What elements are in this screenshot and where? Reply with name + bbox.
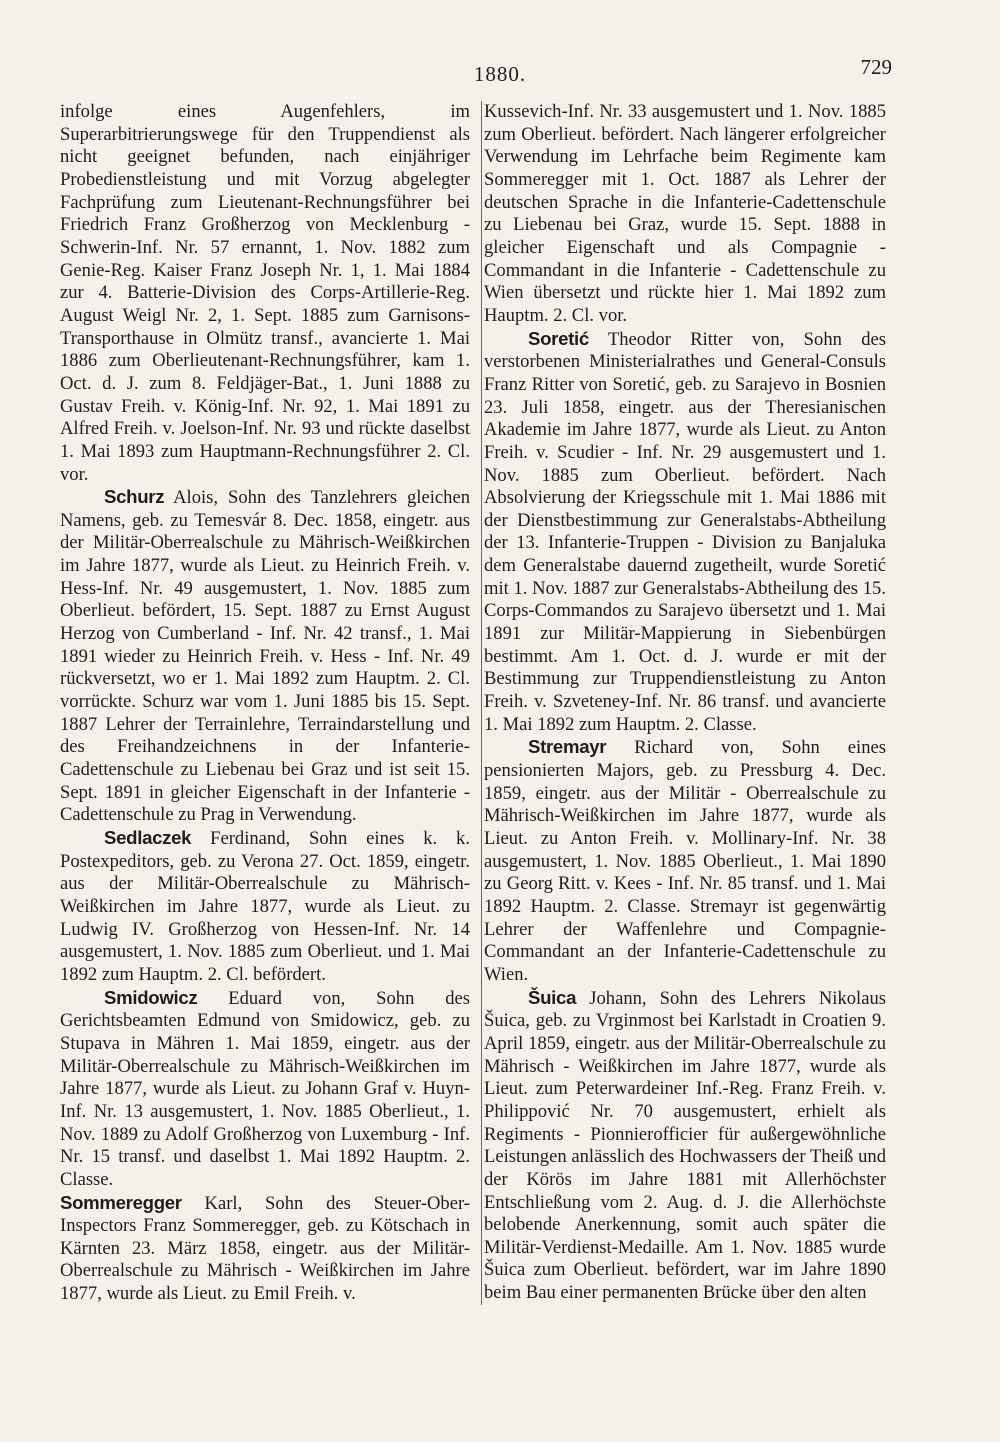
entry-text: Theodor Ritter von, Sohn des verstorbenen Ministerialrathes und General-Consuls Franz Ritter von Soretić, geb. zu Sarajevo in Bosnien 23. Juli 1858, eingetr. aus der Theresianischen Akademie im Jahre 1877, wurde als Lieut. zu Anton Freih. v. Scudier - Inf. Nr. 29 ausgemustert und 1. Nov. 1885 zum Oberlieut. befördert. Nach Absolvierung der Kriegsschule mit 1. Mai 1886 mit der Dienstbestimmung zur Generalstabs-Abtheilung der 13. Infanterie-Truppen - Division zu Banjaluka dem Generalstabe dauernd zugetheilt, wurde Soretić mit 1. Nov. 1887 zur Generalstabs-Abtheilung des 15. Corps-Commandos zu Sarajevo übersetzt und 1. Mai 1891 zur Militär-Mappierung in Siebenbürgen bestimmt. Am 1. Oct. d. J. wurde er mit der Bestimmung zur Truppendienstleistung zu Anton Freih. v. Szveteney-Inf. Nr. 86 transf. und avancierte 1. Mai 1892 zum Hauptm. 2. Classe.	[484, 328, 886, 735]
biography-entry	[60, 827, 470, 987]
biography-entry	[484, 328, 886, 737]
entry-surname: Sommeregger	[60, 1191, 182, 1213]
entry-text: Richard von, Sohn eines pensionierten Majors, geb. zu Pressburg 4. Dec. 1859, eingetr. aus der Militär - Oberrealschule zu Mährisch-Weißkirchen im Jahre 1877, wurde als Lieut. zu Anton Freih. v. Mollinary-Inf. Nr. 38 ausgemustert, 1. Nov. 1885 Oberlieut., 1. Mai 1890 zu Georg Ritt. v. Kees - Inf. Nr. 85 transf. und 1. Mai 1892 Hauptm. 2. Classe. Stremayr ist gegenwärtig Lehrer der Waffenlehre und Compagnie-Commandant an der Infanterie-Cadettenschule zu Wien.	[484, 737, 886, 985]
biography-entry	[484, 736, 886, 986]
biography-entry	[60, 486, 470, 827]
left-column	[60, 101, 470, 1306]
entry-surname: Soretić	[528, 327, 589, 349]
paragraph-text: Kussevich-Inf. Nr. 33 ausgemustert und 1. Nov. 1885 zum Oberlieut. befördert. Nach längerer erfolgreicher Verwendung im Lehrfache beim Regimente kam Sommeregger mit 1. Oct. 1887 als Lehrer der deutschen Sprache in die Infanterie-Cadettenschule zu Liebenau bei Graz, wurde 15. Sept. 1888 in gleicher Eigenschaft und als Compagnie - Commandant in die Infanterie - Cadettenschule zu Wien übersetzt und rückte hier 1. Mai 1892 zum Hauptm. 2. Cl. vor.	[484, 101, 886, 326]
entry-surname: Stremayr	[528, 736, 607, 758]
page-number: 729	[860, 55, 892, 79]
entry-text: Alois, Sohn des Tanzlehrers gleichen Namens, geb. zu Temesvár 8. Dec. 1858, eingetr. aus der Militär-Oberrealschule zu Mährisch-Weißkirchen im Jahre 1877, wurde als Lieut. zu Heinrich Freih. v. Hess-Inf. Nr. 49 ausgemustert, 1. Nov. 1885 zum Oberlieut. befördert, 15. Sept. 1887 zu Ernst August Herzog von Cumberland - Inf. Nr. 42 transf., 1. Mai 1891 wieder zu Heinrich Freih. v. Hess - Inf. Nr. 49 rückversetzt, wo er 1. Mai 1892 zum Hauptm. 2. Cl. vorrückte. Schurz war vom 1. Juni 1885 bis 15. Sept. 1887 Lehrer der Terrainlehre, Terraindarstellung und des Freihandzeichnens in der Infanterie-Cadettenschule zu Liebenau bei Graz und ist seit 15. Sept. 1891 in gleicher Eigenschaft in der Infanterie - Cadettenschule zu Prag in Verwendung.	[60, 487, 470, 826]
paragraph	[484, 101, 886, 328]
running-header-year: 1880.	[473, 62, 527, 86]
right-column	[481, 101, 886, 1305]
entry-text: Eduard von, Sohn des Gerichtsbeamten Edmund von Smidowicz, geb. zu Stupava in Mähren 1. Mai 1859, eingetr. aus der Militär-Oberrealschule zu Mährisch-Weißkirchen im Jahre 1877, wurde als Lieut. zu Johann Graf v. Huyn-Inf. Nr. 13 ausgemustert, 1. Nov. 1885 Oberlieut., 1. Nov. 1889 zu Adolf Großherzog von Luxemburg - Inf. Nr. 15 transf. und daselbst 1. Mai 1892 Hauptm. 2. Classe.	[60, 987, 470, 1190]
entry-text: Karl, Sohn des Steuer-Ober-Inspectors Franz Sommeregger, geb. zu Kötschach in Kärnten 23. März 1858, eingetr. aus der Militär-Oberrealschule zu Mährisch - Weißkirchen im Jahre 1877, wurde als Lieut. zu Emil Freih. v.	[60, 1192, 470, 1305]
entry-text: Johann, Sohn des Lehrers Nikolaus Šuica, geb. zu Vrginmost bei Karlstadt in Croatien 9. April 1859, eingetr. aus der Militär-Oberrealschule zu Mährisch - Weißkirchen im Jahre 1877, wurde als Lieut. zum Peterwardeiner Inf.-Reg. Franz Freih. v. Philippović Nr. 70 ausgemustert, erhielt als Regiments - Pionnierofficier für außergewöhnliche Leistungen anlässlich des Hochwassers der Theiß und der Körös im Jahre 1881 mit Allerhöchster Entschließung vom 2. Aug. d. J. die Allerhöchste belobende Anerkennung, somit auch später die Militär-Verdienst-Medaille. Am 1. Nov. 1885 wurde Šuica zum Oberlieut. befördert, war im Jahre 1890 beim Bau einer permanenten Brücke über den alten	[484, 987, 886, 1304]
entry-surname: Sedlaczek	[104, 827, 192, 848]
entry-surname: Šuica	[528, 986, 577, 1008]
paragraph	[60, 101, 470, 486]
paragraph-text: infolge eines Augenfehlers, im Superarbitrierungswege für den Truppendienst als nicht geeignet befunden, nach einjähriger Probedienstleistung und mit Vorzug abgelegter Fachprüfung zum Lieutenant-Rechnungsführer bei Friedrich Franz Großherzog von Mecklenburg - Schwerin-Inf. Nr. 57 ernannt, 1. Nov. 1882 zum Genie-Reg. Kaiser Franz Joseph Nr. 1, 1. Mai 1884 zur 4. Batterie-Division des Corps-Artillerie-Reg. August Weigl Nr. 2, 1. Sept. 1885 zum Garnisons-Transporthause in Olmütz transf., avancierte 1. Mai 1886 zum Oberlieutenant-Rechnungsführer, kam 1. Oct. d. J. zum 8. Feldjäger-Bat., 1. Juni 1888 zu Gustav Freih. v. König-Inf. Nr. 92, 1. Mai 1891 zu Alfred Freih. v. Joelson-Inf. Nr. 93 und rückte daselbst 1. Mai 1893 zum Hauptmann-Rechnungsführer 2. Cl. vor.	[60, 101, 470, 485]
entry-surname: Schurz	[104, 486, 165, 508]
biography-entry	[60, 1192, 470, 1306]
entry-surname: Smidowicz	[104, 986, 198, 1008]
entry-text: Ferdinand, Sohn eines k. k. Postexpeditors, geb. zu Verona 27. Oct. 1859, eingetr. aus der Militär-Oberrealschule zu Mährisch-Weißkirchen im Jahre 1877, wurde als Lieut. zu Ludwig IV. Großherzog von Hessen-Inf. Nr. 14 ausgemustert, 1. Nov. 1885 zum Oberlieut. und 1. Mai 1892 zum Hauptm. 2. Cl. befördert.	[60, 828, 470, 985]
biography-entry	[60, 987, 470, 1192]
biography-entry	[484, 987, 886, 1305]
